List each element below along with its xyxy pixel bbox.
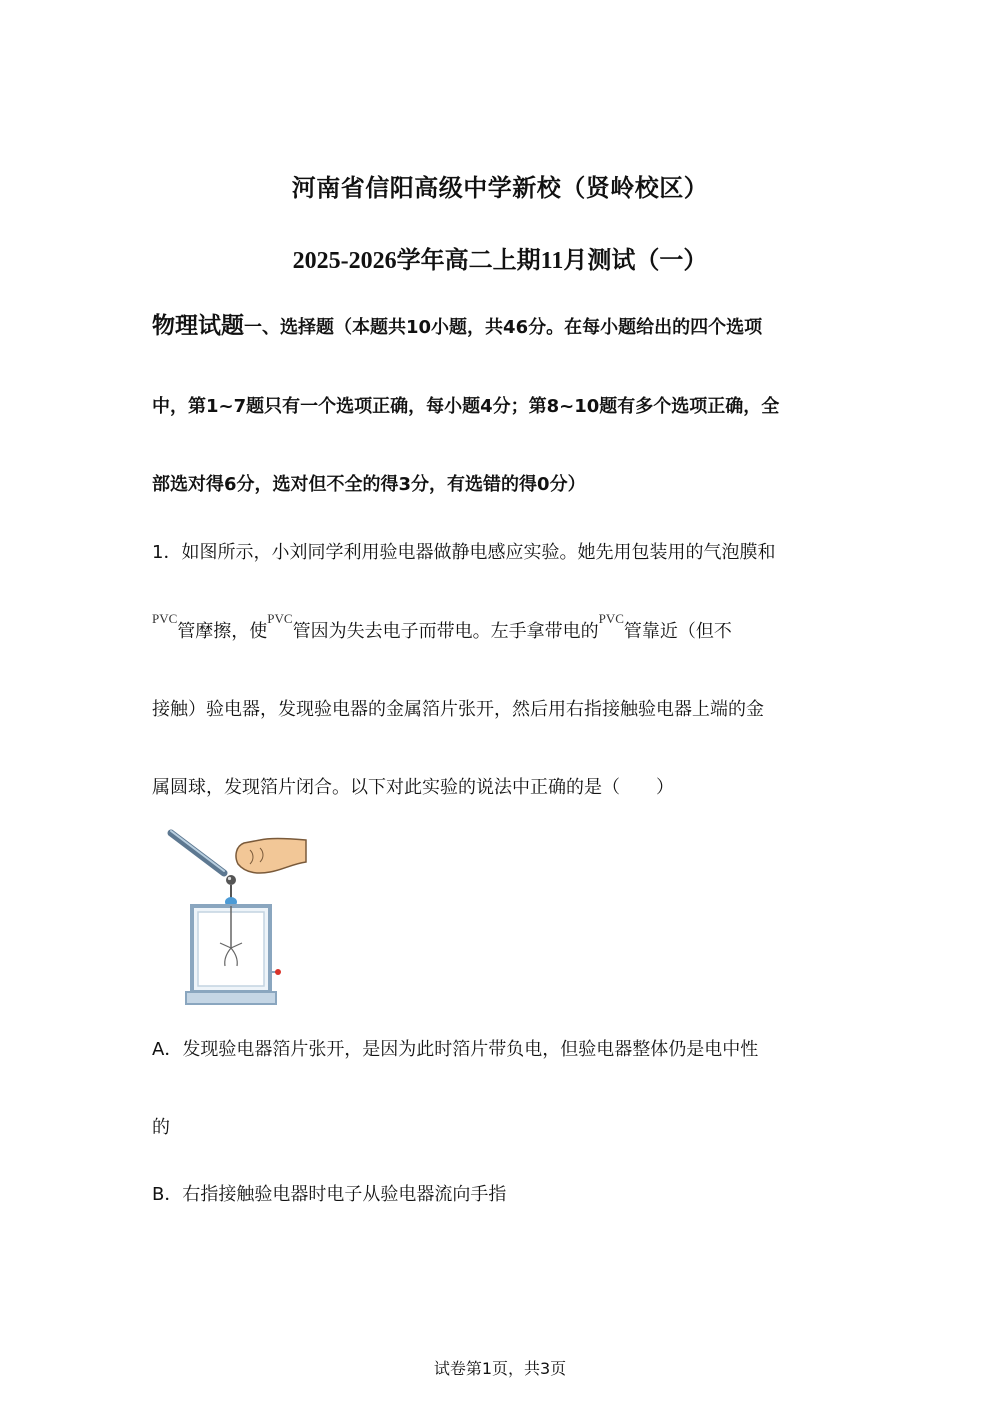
pvc-rod <box>171 833 224 873</box>
question-1-text-2b: 管因为失去电子而带电。左手拿带电的 <box>292 621 599 642</box>
option-b: B．右指接触验电器时电子从验电器流向手指 <box>152 1184 507 1205</box>
subject-title: 物理试题 <box>152 313 244 339</box>
section-instructions-1: 一、选择题（本题共10小题，共46分。在每小题给出的四个选项 <box>244 317 763 338</box>
school-title: 河南省信阳高级中学新校（贤岭校区） <box>291 174 709 202</box>
pvc-label: PVC <box>598 611 624 626</box>
question-1-text-2c: 管靠近（但不 <box>623 621 732 642</box>
hand <box>236 839 306 874</box>
option-a-line-2: 的 <box>152 1117 170 1138</box>
section-heading-line-1 <box>152 314 852 340</box>
exam-title: 2025-2026学年高二上期11月测试（一） <box>292 248 708 274</box>
question-1-line-2 <box>152 611 852 645</box>
pvc-label: PVC <box>152 611 178 626</box>
section-instructions-3: 部选对得6分，选对但不全的得3分，有选错的得0分） <box>152 474 586 495</box>
metal-ball-highlight <box>228 877 231 880</box>
electroscope-icon <box>162 826 312 1010</box>
electroscope-base <box>186 992 276 1004</box>
page-footer: 试卷第1页，共3页 <box>433 1359 567 1378</box>
pvc-label: PVC <box>267 611 293 626</box>
question-1-text-2a: 管摩擦，使 <box>177 621 268 642</box>
metal-ball <box>226 875 236 885</box>
question-1-line-3: 接触）验电器，发现验电器的金属箔片张开，然后用右指接触验电器上端的金 <box>152 699 764 720</box>
electroscope-illustration <box>162 826 312 1010</box>
pvc-rod-highlight <box>171 831 224 871</box>
section-instructions-2: 中，第1~7题只有一个选项正确，每小题4分；第8~10题有多个选项正确，全 <box>152 396 780 417</box>
option-a-line-1: A．发现验电器箔片张开，是因为此时箔片带负电，但验电器整体仍是电中性 <box>152 1039 759 1060</box>
question-1-line-4: 属圆球，发现箔片闭合。以下对此实验的说法中正确的是（ ） <box>152 777 674 798</box>
question-1-line-1: 1．如图所示，小刘同学利用验电器做静电感应实验。她先用包装用的气泡膜和 <box>152 542 776 563</box>
side-knob <box>275 969 281 975</box>
